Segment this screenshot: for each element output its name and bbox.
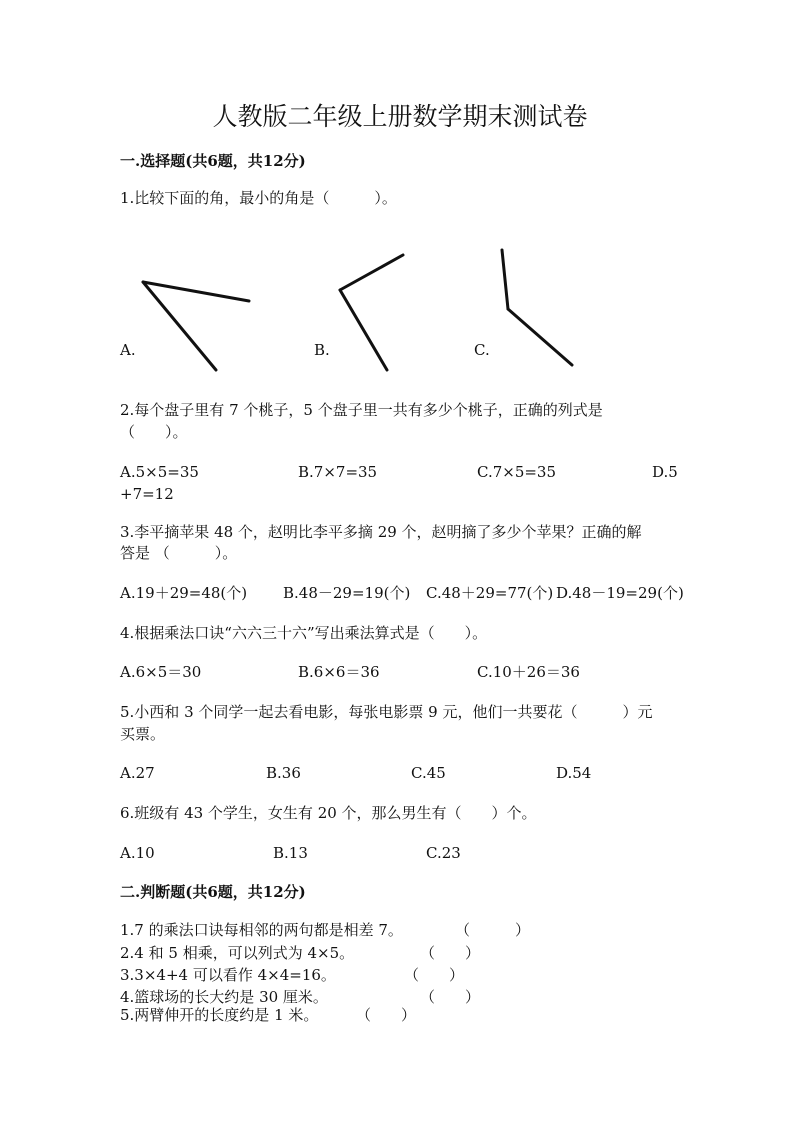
option-6a: A.10 (120, 844, 155, 862)
question-5-line1: 5.小西和 3 个同学一起去看电影，每张电影票 9 元，他们一共要花（ ）元 (120, 703, 653, 721)
option-3d: D.48－19=29(个) (556, 584, 684, 602)
judgement-4-blank: （ ） (420, 988, 481, 1006)
option-5d: D.54 (556, 764, 592, 782)
judgement-1-blank: （ ） (455, 921, 531, 939)
judgement-4: 4.篮球场的长大约是 30 厘米。 (120, 988, 328, 1006)
option-4c: C.10＋26＝36 (477, 663, 580, 681)
judgement-2: 2.4 和 5 相乘，可以列式为 4×5。 (120, 944, 355, 962)
option-3c: C.48＋29=77(个) (426, 584, 554, 602)
angle-b-figure (340, 255, 403, 370)
option-6b: B.13 (273, 844, 308, 862)
option-6c: C.23 (426, 844, 461, 862)
option-1a: A. (120, 341, 136, 359)
question-2-line2: （ ）。 (120, 423, 188, 441)
option-5a: A.27 (120, 764, 155, 782)
option-2c: C.7×5=35 (477, 463, 557, 481)
option-1c: C. (474, 341, 490, 359)
option-2d: D.5 (652, 463, 678, 481)
question-3-line2: 答是 （ ）。 (120, 544, 238, 562)
judgement-5-blank: （ ） (356, 1006, 417, 1024)
section-heading-choice: 一.选择题(共6题，共12分) (120, 152, 306, 170)
section-heading-judgement: 二.判断题(共6题，共12分) (120, 883, 306, 901)
option-4a: A.6×5＝30 (120, 663, 202, 681)
judgement-3: 3.3×4+4 可以看作 4×4=16。 (120, 966, 336, 984)
option-3b: B.48－29=19(个) (283, 584, 411, 602)
page-title: 人教版二年级上册数学期末测试卷 (212, 102, 588, 131)
option-2b: B.7×7=35 (298, 463, 378, 481)
option-3a: A.19＋29=48(个) (120, 584, 248, 602)
question-6: 6.班级有 43 个学生，女生有 20 个，那么男生有（ ）个。 (120, 804, 537, 822)
option-1b: B. (314, 341, 330, 359)
option-2a: A.5×5=35 (120, 463, 199, 481)
angle-c-figure (502, 250, 572, 365)
judgement-2-blank: （ ） (420, 944, 481, 962)
question-4: 4.根据乘法口诀“六六三十六”写出乘法算式是（ ）。 (120, 624, 488, 642)
question-3-line1: 3.李平摘苹果 48 个，赵明比李平多摘 29 个，赵明摘了多少个苹果？正确的解 (120, 523, 642, 541)
judgement-3-blank: （ ） (404, 966, 465, 984)
judgement-1: 1.7 的乘法口诀每相邻的两句都是相差 7。 (120, 921, 403, 939)
question-5-line2: 买票。 (120, 725, 166, 743)
question-2-line1: 2.每个盘子里有 7 个桃子，5 个盘子里一共有多少个桃子，正确的列式是 (120, 401, 603, 419)
option-2d-wrap: +7=12 (120, 485, 174, 503)
angle-a-figure (143, 282, 249, 370)
option-5c: C.45 (411, 764, 446, 782)
option-5b: B.36 (266, 764, 301, 782)
judgement-5: 5.两臂伸开的长度约是 1 米。 (120, 1006, 319, 1024)
question-1: 1.比较下面的角，最小的角是（ ）。 (120, 189, 397, 207)
option-4b: B.6×6＝36 (298, 663, 380, 681)
